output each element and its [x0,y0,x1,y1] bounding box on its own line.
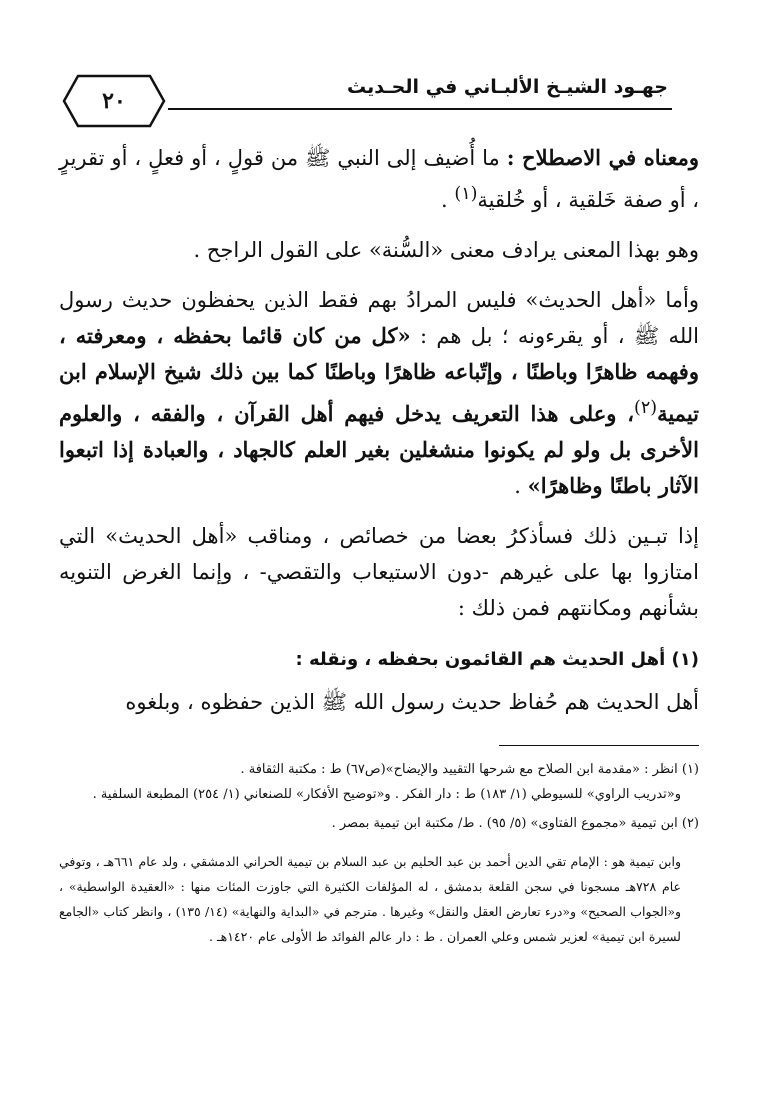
main-text [59,140,699,734]
quoted-definition-continued: ، وعلى هذا التعريف يدخل فيهم أهل القرآن ، والفقه ، والعلوم الأخرى بل ولو لم يكونوا منشغلين بغير العلم كالجهاد ، والعبادة إذا اتبعوا الآثار باطنًا وظاهرًا» [59,401,699,498]
header-rule [168,108,672,110]
footnote-ref-1: (١) [454,184,478,204]
definition-text: ما أُضيف إلى النبي ﷺ من قولٍ ، أو فعلٍ ، أو تقريرٍ ، أو صفة خَلقية ، أو خُلقية [59,146,699,212]
footnote-2: (٢) ابن تيمية «مجموع الفتاوى» (٥/ ٩٥) . ط/ مكتبة ابن تيمية بمصر . [331,816,699,831]
footnote-1 [59,757,699,807]
definition-end: . [441,188,455,212]
footnote-1-line-1: (١) انظر : «مقدمة ابن الصلاح مع شرحها التقييد والإيضاح»(ص٦٧) ط : مكتبة الثقافة . [240,762,699,777]
footnote-1-line-2: و«تدريب الراوي» للسيوطي (١/ ١٨٣) ط : دار الفكر . و«توضيح الأفكار» للصنعاني (١/ ٢٥٤) المطبعة السلفية . [92,787,681,802]
paragraph-ahl-al-hadith [59,282,699,504]
footnotes [59,757,699,961]
term-label: ومعناه في الاصطلاح : [506,145,699,170]
paragraph-virtues: إذا تبـين ذلك فسأذكرُ بعضا من خصائص ، ومناقب «أهل الحديث» التي امتازوا بها على غيرهم -دون الاستيعاب والتقصي- ، وإنما الغرض التنويه بشأنهم ومكانتهم فمن ذلك : [59,524,699,620]
running-header [60,62,672,128]
paragraph-preservers: أهل الحديث هم حُفاظ حديث رسول الله ﷺ الذين حفظوه ، وبلغوه [125,690,699,714]
running-title: جهـود الشيـخ الألبـاني في الحـديث [346,76,668,98]
footnote-separator [499,745,699,746]
ahl-al-hadith-intro: وأما «أهل الحديث» فليس المرادُ بهم فقط الذين يحفظون حديث رسول الله ﷺ ، أو يقرءونه ؛ بل هم : [59,288,699,348]
footnote-2-biography: وابن تيمية هو : الإمام تقي الدين أحمد بن عبد الحليم بن عبد السلام بن تيمية الحراني الدمشقي ، ولد عام ٦٦١هـ ، وتوفي عام ٧٢٨هـ مسجونا في سجن القلعة بدمشق ، له المؤلفات الكثيرة التي جاوزت المئات منها : «العقيدة الواسطية» ، و«الجواب الصحيح» و«درء تعارض العقل والنقل» وغيرها . مترجم في «البداية والنهاية» (١٤/ ١٣٥) ، وانظر كتاب «الجامع لسيرة ابن تيمية» لعزير شمس وعلي العمران . ط : دار عالم الفوائد ط الأولى عام ١٤٢٠هـ . [59,853,682,944]
paragraph-definition [59,140,699,218]
quoted-definition: «كل من كان قائما بحفظه ، ومعرفته ، وفهمه ظاهرًا وباطنًا ، وإتّباعه ظاهرًا وباطنًا كما بين ذلك شيخ الإسلام ابن تيمية [59,323,699,426]
paragraph-sunnah: وهو بهذا المعنى يرادف معنى «السُّنة» على القول الراجح . [193,238,699,262]
footnote-ref-2: (٢) [634,398,658,418]
page-number: ٢٠ [102,88,126,114]
page-number-badge [60,72,168,130]
section-heading: (١) أهل الحديث هم القائمون بحفظه ، ونقله : [295,649,699,670]
quote-end: . [514,474,528,498]
